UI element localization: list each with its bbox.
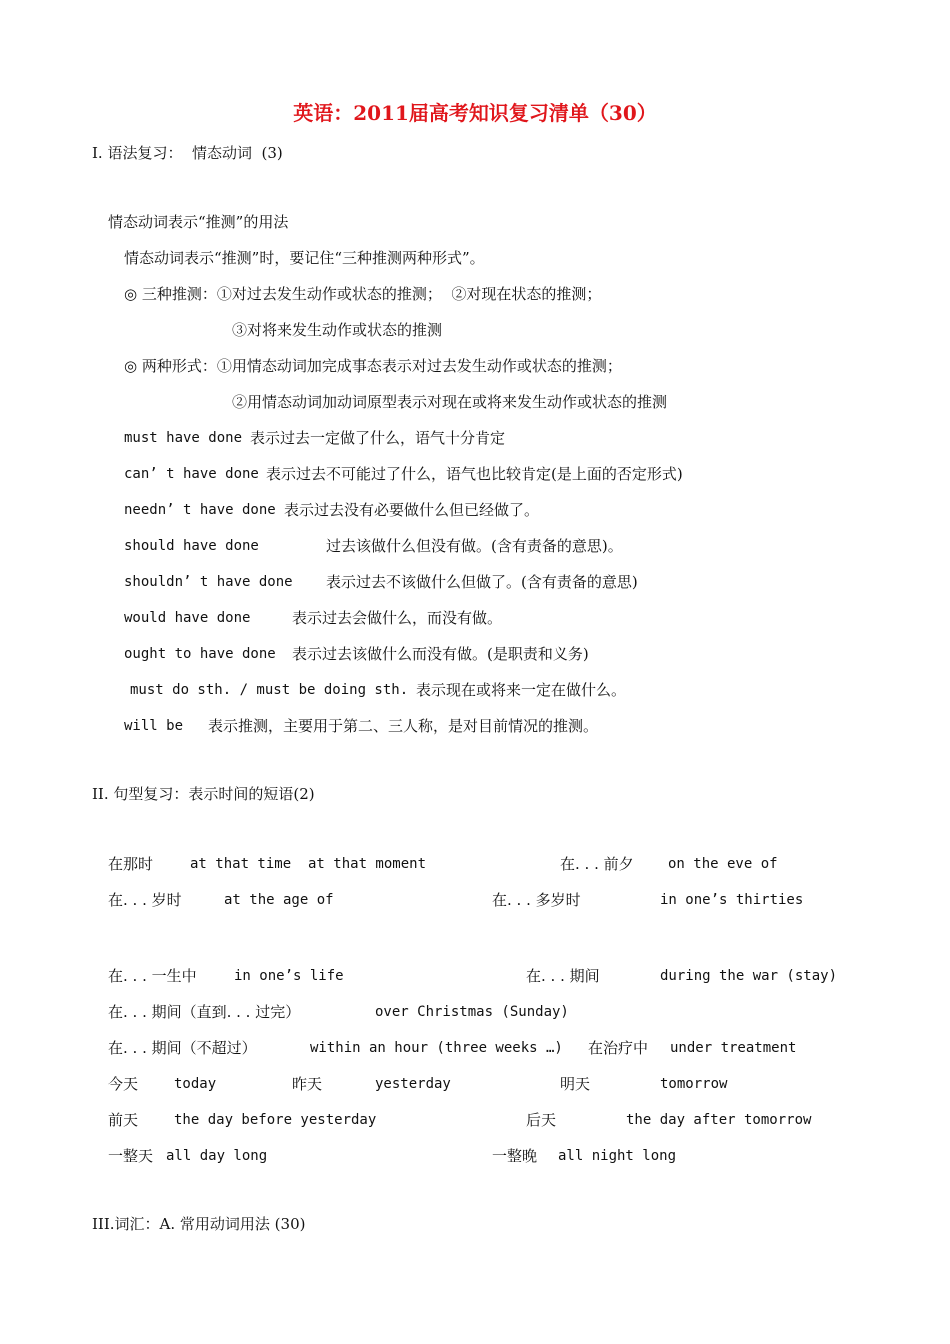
phrase-zh: 在. . . 前夕 [560,855,634,873]
phrase-en: at that time at that moment [190,856,427,872]
phrase-zh: 一整晚 [492,1147,538,1165]
phrase-zh: 在治疗中 [588,1039,649,1057]
phrase-en: during the war (stay) [660,968,838,984]
modal-phrase: must do sth. / must be doing sth. [130,682,409,698]
modal-phrase: ought to have done [124,646,276,662]
page-title: 英语：2011届高考知识复习清单（30） [293,101,657,125]
section-1-intro: 情态动词表示“推测”时，要记住“三种推测两种形式”。 [124,249,485,267]
phrase-en: on the eve of [668,856,778,872]
phrase-en: at the age of [224,892,334,908]
three-forms-line-2: ③对将来发生动作或状态的推测 [232,321,443,339]
modal-phrase: can’ t have done [124,466,259,482]
phrase-en: all night long [558,1148,677,1164]
phrase-zh: 后天 [526,1111,557,1129]
phrase-en: under treatment [670,1040,797,1056]
two-forms-line-2: ②用情态动词加动词原型表示对现在或将来发生动作或状态的推测 [232,393,668,411]
phrase-en: within an hour (three weeks …) [310,1040,563,1056]
phrase-zh: 昨天 [292,1075,323,1093]
phrase-en: over Christmas (Sunday) [375,1004,569,1020]
phrase-zh: 明天 [560,1075,591,1093]
phrase-zh: 在. . . 多岁时 [492,891,581,909]
modal-phrase: needn’ t have done [124,502,276,518]
phrase-en: the day before yesterday [174,1112,377,1128]
phrase-en: yesterday [375,1076,451,1092]
modal-meaning: 表示过去不可能过了什么，语气也比较肯定(是上面的否定形式) [266,465,683,483]
modal-phrase: should have done [124,538,259,554]
modal-phrase: shouldn’ t have done [124,574,293,590]
phrase-en: all day long [166,1148,268,1164]
phrase-en: in one’s thirties [660,892,804,908]
modal-meaning: 表示过去一定做了什么，语气十分肯定 [250,429,506,447]
phrase-en: the day after tomorrow [626,1112,812,1128]
phrase-en: in one’s life [234,968,344,984]
phrase-zh: 在. . . 期间（不超过） [108,1039,257,1057]
modal-phrase: must have done [124,430,243,446]
modal-meaning: 表示现在或将来一定在做什么。 [416,681,627,699]
modal-phrase: will be [124,718,184,734]
section-3-heading: III.词汇：A. 常用动词用法 (30) [92,1215,306,1233]
modal-meaning: 过去该做什么但没有做。(含有责备的意思)。 [326,537,623,555]
phrase-zh: 在. . . 期间 [526,967,600,985]
modal-meaning: 表示过去不该做什么但做了。(含有责备的意思) [326,573,638,591]
phrase-zh: 在那时 [108,855,154,873]
phrase-en: tomorrow [660,1076,728,1092]
phrase-en: today [174,1076,217,1092]
modal-phrase: would have done [124,610,251,626]
phrase-zh: 前天 [108,1111,139,1129]
modal-meaning: 表示过去会做什么，而没有做。 [292,609,503,627]
two-forms-line-1: ◎ 两种形式：①用情态动词加完成事态表示对过去发生动作或状态的推测； [124,357,622,375]
phrase-zh: 在. . . 岁时 [108,891,182,909]
modal-meaning: 表示过去该做什么而没有做。(是职责和义务) [292,645,589,663]
phrase-zh: 一整天 [108,1147,154,1165]
section-2-heading: II. 句型复习：表示时间的短语(2) [92,785,315,803]
section-1-subheading: 情态动词表示“推测”的用法 [108,213,289,231]
phrase-zh: 在. . . 期间（直到. . . 过完） [108,1003,301,1021]
phrase-zh: 在. . . 一生中 [108,967,197,985]
section-1-heading: I. 语法复习： 情态动词 (3) [92,144,283,162]
three-forms-line-1: ◎ 三种推测：①对过去发生动作或状态的推测； ②对现在状态的推测； [124,285,602,303]
modal-meaning: 表示过去没有必要做什么但已经做了。 [284,501,540,519]
modal-meaning: 表示推测，主要用于第二、三人称，是对目前情况的推测。 [208,717,599,735]
phrase-zh: 今天 [108,1075,139,1093]
